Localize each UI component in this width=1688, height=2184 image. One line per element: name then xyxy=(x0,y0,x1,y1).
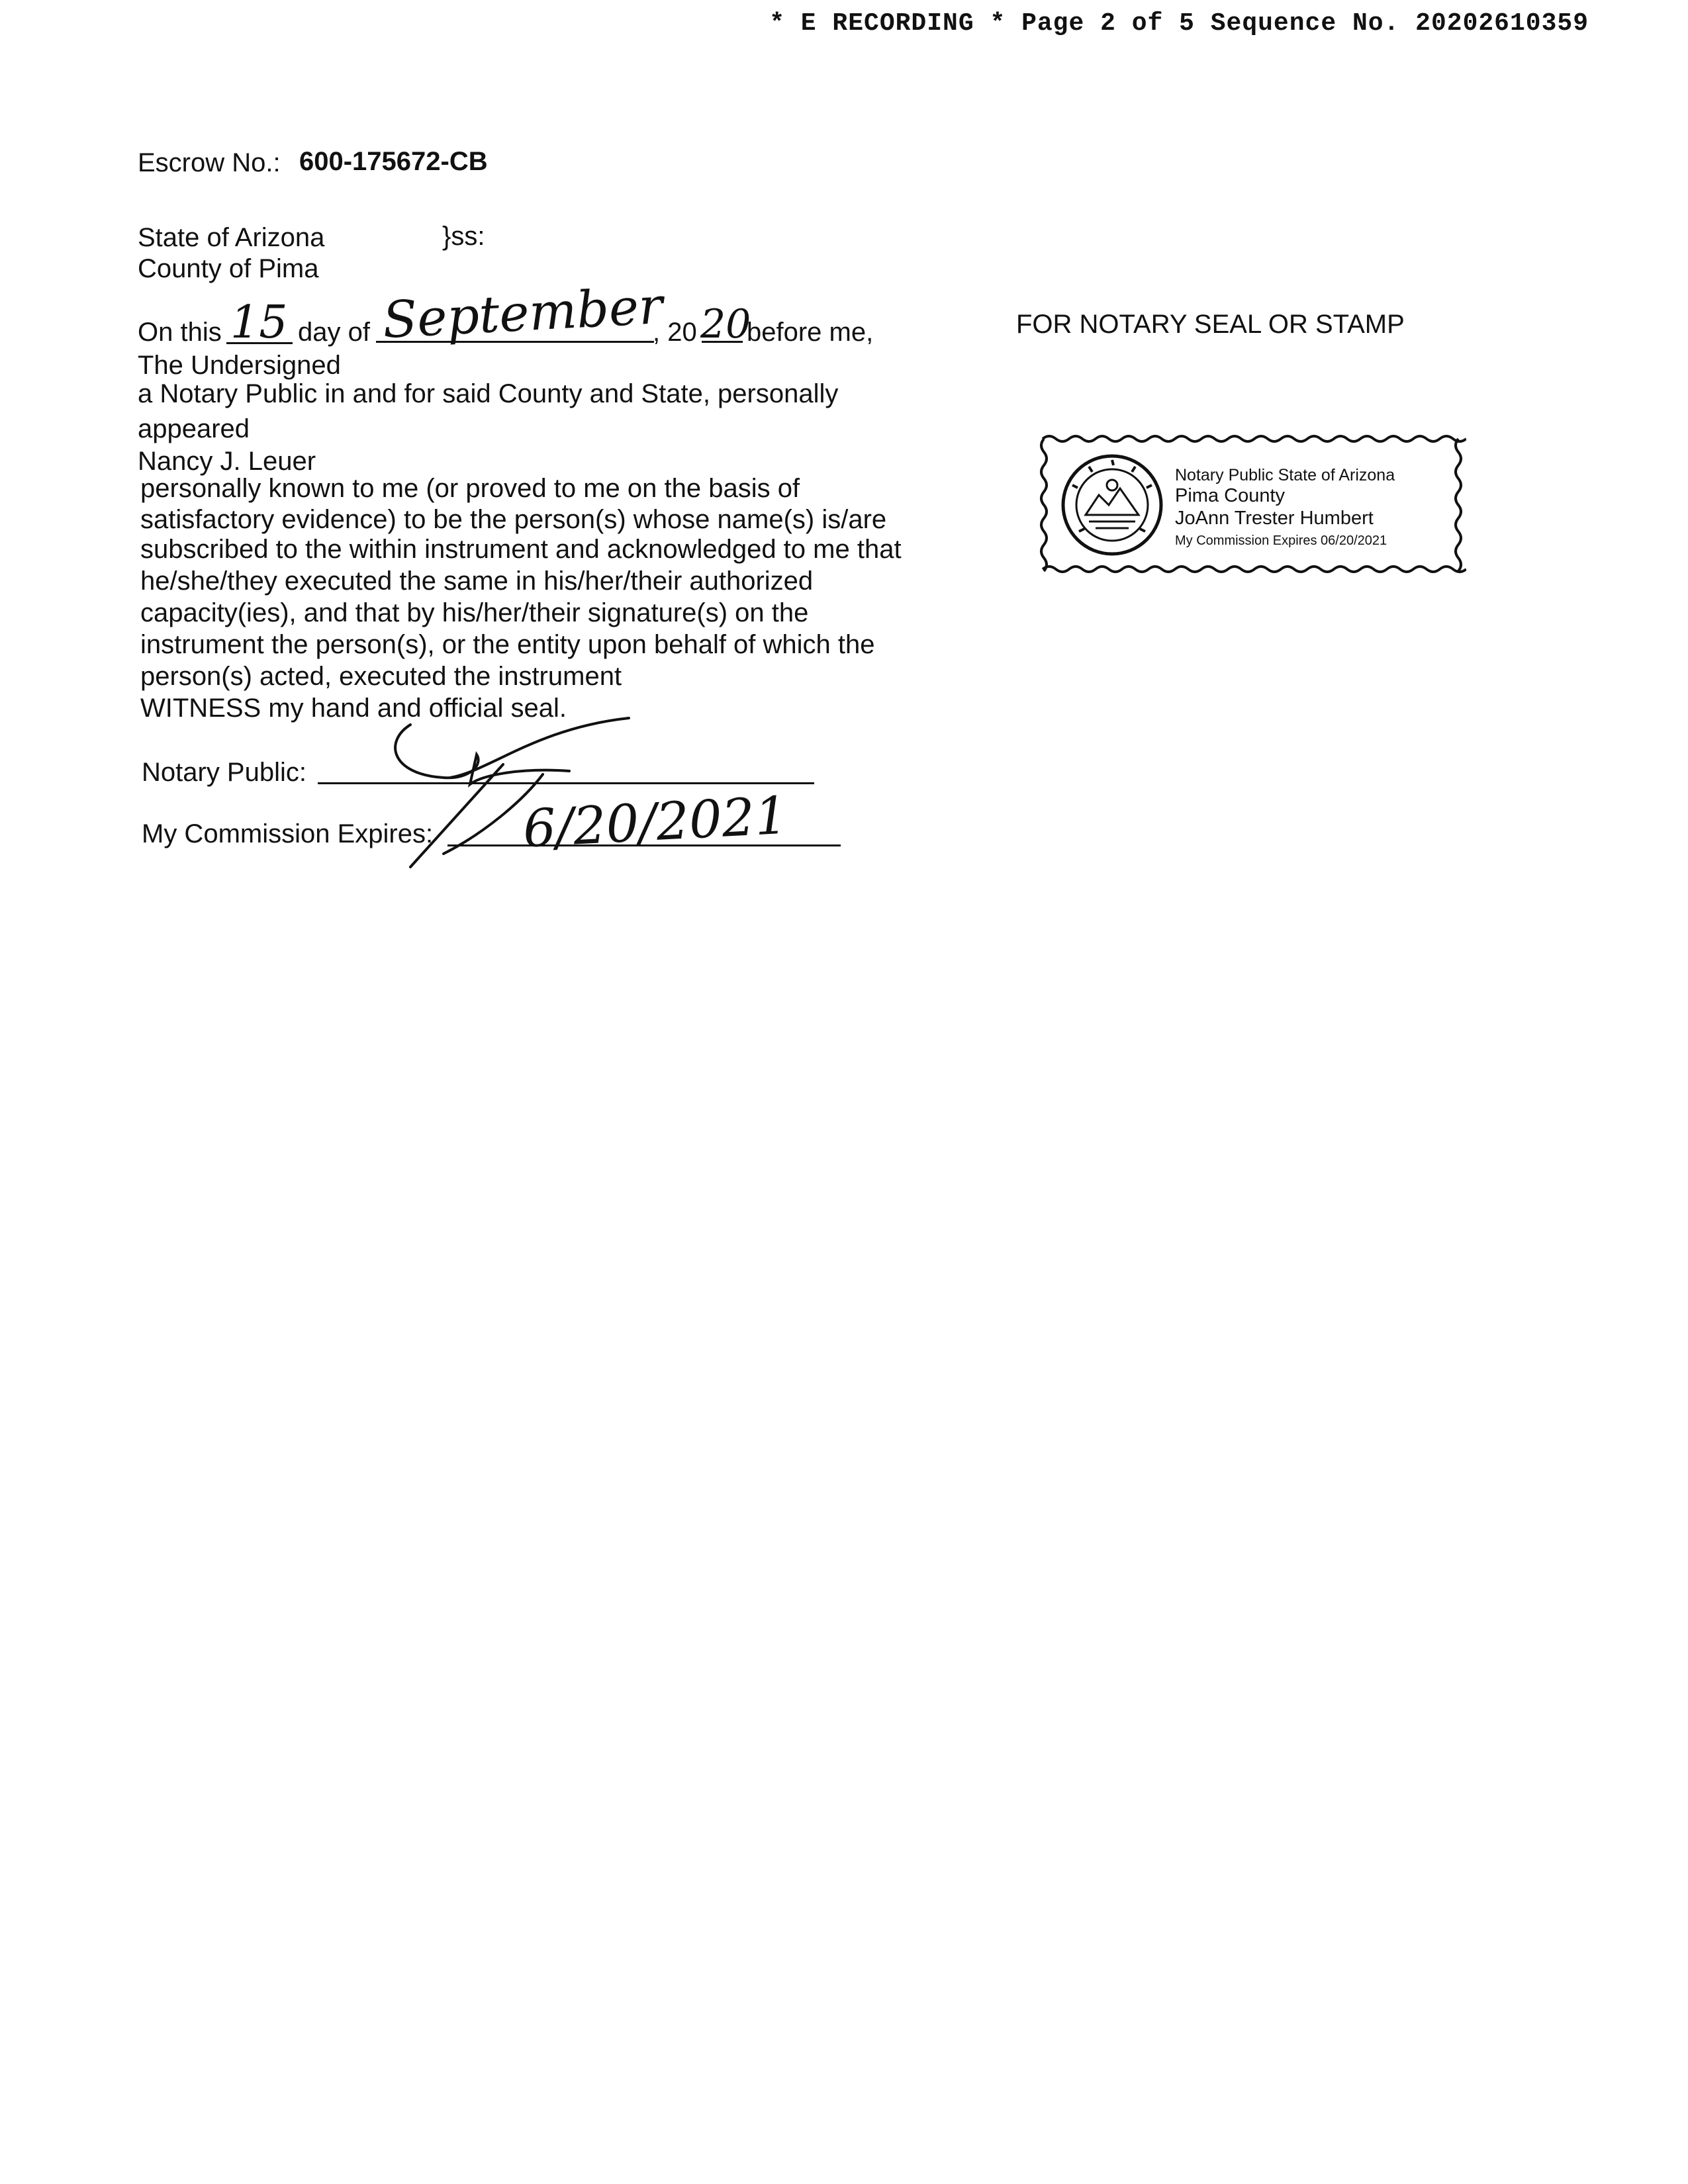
on-this-label: On this xyxy=(138,318,222,347)
day-of-label: day of xyxy=(298,318,370,347)
ack-line-3: a Notary Public in and for said County and State, personally xyxy=(138,379,839,408)
escrow-number: 600-175672-CB xyxy=(299,147,488,176)
ack-line-10: capacity(ies), and that by his/her/their signature(s) on the xyxy=(140,598,809,627)
ack-line-6: personally known to me (or proved to me on the basis of xyxy=(140,474,800,503)
year-handwritten: 20 xyxy=(700,301,751,347)
ack-line-4: appeared xyxy=(138,414,250,443)
commission-handwritten: 6/20/2021 xyxy=(521,786,790,860)
stamp-line-1: Notary Public State of Arizona xyxy=(1175,466,1395,484)
venue-state: State of Arizona xyxy=(138,223,325,252)
escrow-label: Escrow No.: xyxy=(138,148,281,177)
ack-line-9: he/she/they executed the same in his/her/their authorized xyxy=(140,567,814,596)
day-handwritten: 15 xyxy=(230,296,288,349)
stamp-line-3: JoAnn Trester Humbert xyxy=(1175,508,1374,529)
seal-area-label: FOR NOTARY SEAL OR STAMP xyxy=(1016,310,1405,339)
notary-name-line: The Undersigned xyxy=(138,351,341,380)
ack-line-8: subscribed to the within instrument and acknowledged to me that xyxy=(140,535,902,564)
stamp-line-2: Pima County xyxy=(1175,485,1286,506)
notary-stamp xyxy=(1036,433,1466,576)
year-prefix: , 20 xyxy=(653,318,697,347)
ack-line-7: satisfactory evidence) to be the person(s) whose name(s) is/are xyxy=(140,505,887,534)
ack-line-11: instrument the person(s), or the entity upon behalf of which the xyxy=(140,630,875,659)
state-seal-icon xyxy=(1059,452,1165,558)
before-me-label: before me, xyxy=(747,318,874,347)
stamp-line-4: My Commission Expires 06/20/2021 xyxy=(1175,533,1387,548)
venue-county: County of Pima xyxy=(138,254,319,283)
recording-header: * E RECORDING * Page 2 of 5 Sequence No. 20202610359 xyxy=(769,9,1589,38)
signer-name: Nancy J. Leuer xyxy=(138,447,316,476)
venue-ss: }ss: xyxy=(442,222,485,251)
witness-line: WITNESS my hand and official seal. xyxy=(140,694,567,723)
notary-public-label: Notary Public: xyxy=(142,758,306,787)
ack-line-12: person(s) acted, executed the instrument xyxy=(140,662,622,691)
commission-label: My Commission Expires: xyxy=(142,819,434,848)
month-handwritten: September xyxy=(381,275,665,350)
